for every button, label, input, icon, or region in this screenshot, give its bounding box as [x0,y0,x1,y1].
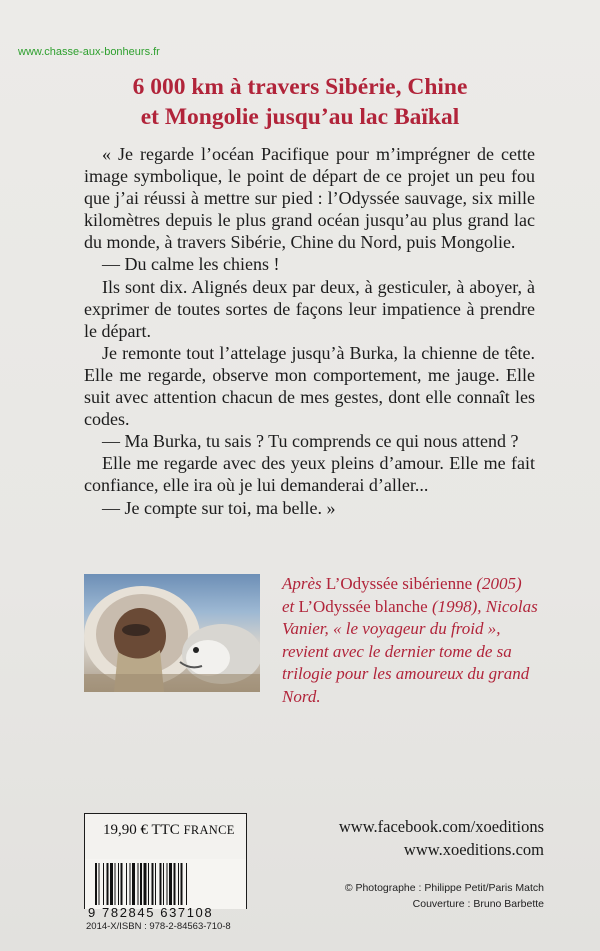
blurb-text: (1998), Nicolas Vanier, « le voyageur du froid », revient avec le dernier tome de sa trilogie pour les amoureux du grand Nord. [282,596,538,706]
barcode-icon [95,863,237,905]
price-label [103,822,235,839]
book-title-2: L’Odyssée blanche [298,596,428,616]
excerpt-paragraph: Je remonte tout l’attelage jusqu’à Burka, la chienne de tête. Elle me regarde, observe mon comportement, me jauge. Elle suit avec attention chacun de mes gestes, dont elle connaît les codes. [84,342,535,430]
excerpt-paragraph: — Je compte sur toi, ma belle. » [102,497,336,518]
book-title-1: L’Odyssée sibérienne [325,574,473,593]
credits [345,880,544,912]
excerpt-text [84,143,535,519]
excerpt-paragraph: — Du calme les chiens ! [102,254,280,275]
price-amount: 19,90 € TTC [103,822,180,838]
blurb-text: Après [282,574,326,593]
author-with-dog-illustration [84,574,260,692]
excerpt-paragraph: « Je regarde l’océan Pacifique pour m’imprégner de cette image symbolique, le point de départ de ce projet un peu fou que j’ai réussi à mettre sur pied : l’Odyssée sauvage, six mille kilomètres depuis le plus grand océan jusqu’au plus grand lac du monde, à travers Sibérie, Chine du Nord, puis Mongolie. [84,144,535,253]
price-box [84,813,247,861]
blurb-text: (2005) [472,574,522,593]
book-tagline [0,72,600,132]
tagline-line-2: et Mongolie jusqu’au lac Baïkal [140,104,460,130]
blurb-text: et [282,596,299,616]
author-blurb [282,573,538,708]
publisher-links [339,815,544,861]
ean-number: 9 782845 637108 [88,905,214,920]
author-photo [84,574,260,692]
tagline-line-1: 6 000 km à travers Sibérie, Chine [132,74,468,100]
facebook-link[interactable]: www.facebook.com/xoeditions [338,817,544,836]
photo-credit: © Photographe : Philippe Petit/Paris Match [344,882,544,894]
barcode [84,859,247,909]
cover-credit: Couverture : Bruno Barbette [412,898,544,910]
excerpt-paragraph: Elle me regarde avec des yeux pleins d’amour. Elle me fait confiance, elle ira où je lui demanderai d’aller... [84,453,535,496]
price-country: FRANCE [183,823,235,837]
website-link[interactable]: www.xoeditions.com [403,840,544,859]
watermark-url: www.chasse-aux-bonheurs.fr [18,46,160,58]
excerpt-paragraph: — Ma Burka, tu sais ? Tu comprends ce qui nous attend ? [102,431,519,452]
excerpt-paragraph: Ils sont dix. Alignés deux par deux, à gesticuler, à aboyer, à exprimer de toutes sortes de façons leur impatience à prendre le départ. [84,276,535,341]
isbn-line: 2014-X/ISBN : 978-2-84563-710-8 [86,921,231,932]
